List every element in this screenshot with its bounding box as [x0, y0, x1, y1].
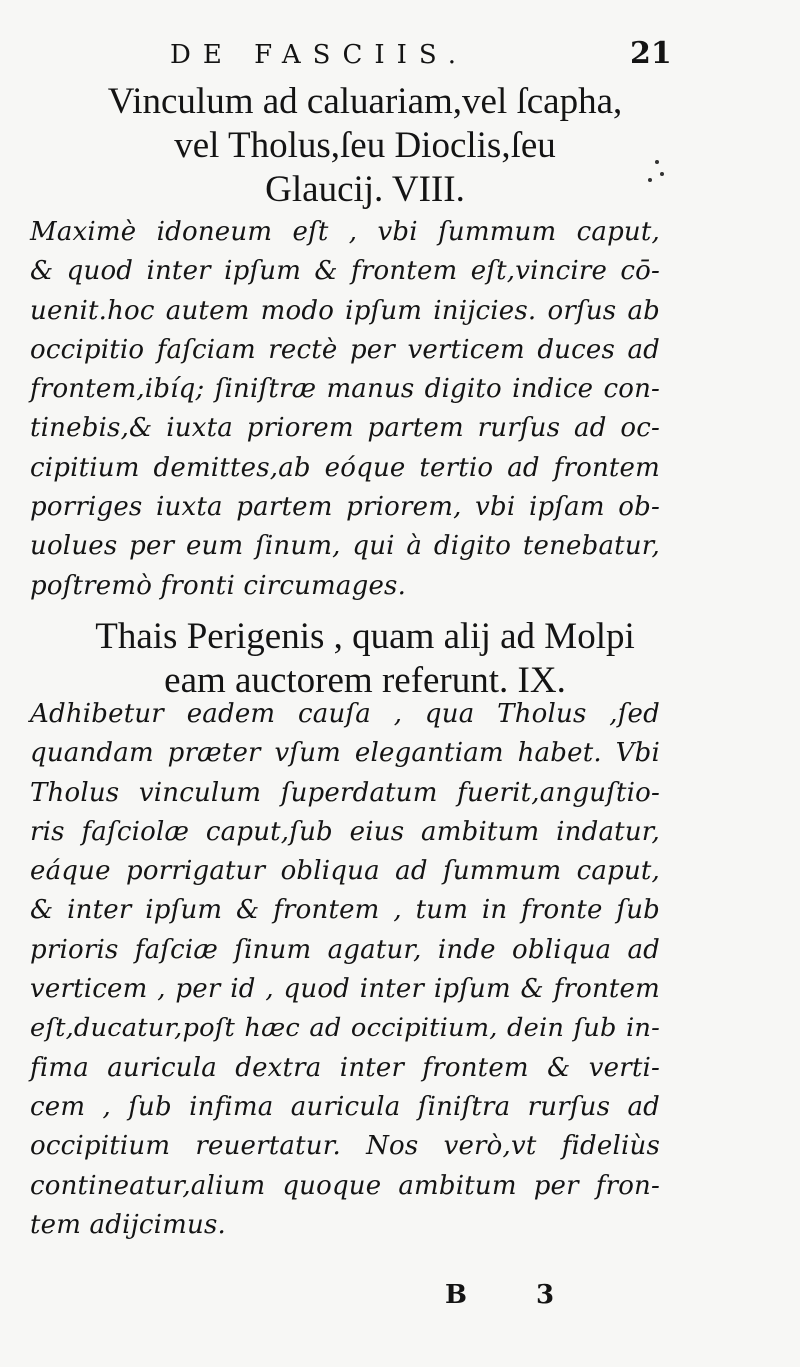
ink-speck	[648, 178, 652, 182]
section-heading-viii	[55, 80, 675, 212]
text-line: tem adijcimus.	[30, 1209, 226, 1240]
text-line: contineatur,alium quoque ambitum per fron-	[30, 1170, 660, 1201]
text-line: & quod inter ipſum & frontem eſt,vincire cō-	[30, 256, 660, 287]
ink-speck	[655, 160, 659, 164]
running-header	[170, 36, 690, 71]
text-line: cipitium demittes,ab eóque tertio ad frontem	[30, 452, 660, 483]
text-line: & inter ipſum & frontem , tum in fronte ſub	[30, 895, 660, 926]
text-line: ris faſciolæ caput,ſub eius ambitum indatur,	[30, 816, 660, 847]
text-line: Maximè idoneum eſt , vbi ſummum caput,	[30, 217, 660, 247]
text-line: occipitium reuertatur. Nos verò,vt fideliùs	[30, 1131, 660, 1162]
text-line: occipitio faſciam rectè per verticem duces ad	[30, 334, 660, 365]
text-line: uolues per eum ſinum, qui à digito tenebatur,	[30, 531, 660, 562]
text-line: prioris faſciæ ſinum agatur, inde obliqua ad	[30, 934, 660, 965]
text-line: quandam præter vſum elegantiam habet. Vbi	[30, 738, 660, 769]
text-line: verticem , per id , quod inter ipſum & frontem	[30, 974, 660, 1005]
heading-line: eam auctorem referunt. IX.	[164, 660, 566, 701]
heading-line: Glaucij. VIII.	[265, 169, 465, 210]
section-heading-ix	[55, 615, 675, 703]
heading-line: Vinculum ad caluariam,vel ſcapha,	[107, 81, 623, 122]
text-line: porriges iuxta partem priorem, vbi ipſam ob-	[30, 492, 660, 523]
text-line: tinebis,& iuxta priorem partem rurſus ad oc-	[30, 413, 660, 444]
paragraph-viii	[30, 213, 660, 606]
text-line: Tholus vinculum ſuperdatum fuerit,anguſtio-	[30, 777, 660, 808]
heading-line: Thais Perigenis , quam alij ad Molpi	[95, 616, 635, 657]
text-line: eſt,ducatur,poſt hæc ad occipitium, dein ſub in-	[30, 1013, 660, 1044]
signature-mark: B 3	[445, 1280, 585, 1310]
running-head: DE FASCIIS.	[170, 40, 469, 70]
paragraph-ix	[30, 695, 660, 1245]
ink-speck	[660, 172, 664, 176]
text-line: frontem,ibíq; ſiniſtræ manus digito indice con-	[30, 374, 660, 405]
heading-line: vel Tholus,ſeu Dioclis,ſeu	[174, 125, 556, 166]
text-line: eáque porrigatur obliqua ad ſummum caput,	[30, 856, 660, 887]
text-line: uenit.hoc autem modo ipſum inijcies. orſus ab	[30, 295, 660, 326]
text-line: fima auricula dextra inter frontem & verti-	[30, 1052, 660, 1083]
page-number: 21	[630, 36, 672, 71]
text-line: Adhibetur eadem cauſa , qua Tholus ,ſed	[30, 699, 660, 729]
text-line: poſtremò fronti circumages.	[30, 570, 407, 601]
text-line: cem , ſub infima auricula ſiniſtra rurſus ad	[30, 1091, 660, 1122]
